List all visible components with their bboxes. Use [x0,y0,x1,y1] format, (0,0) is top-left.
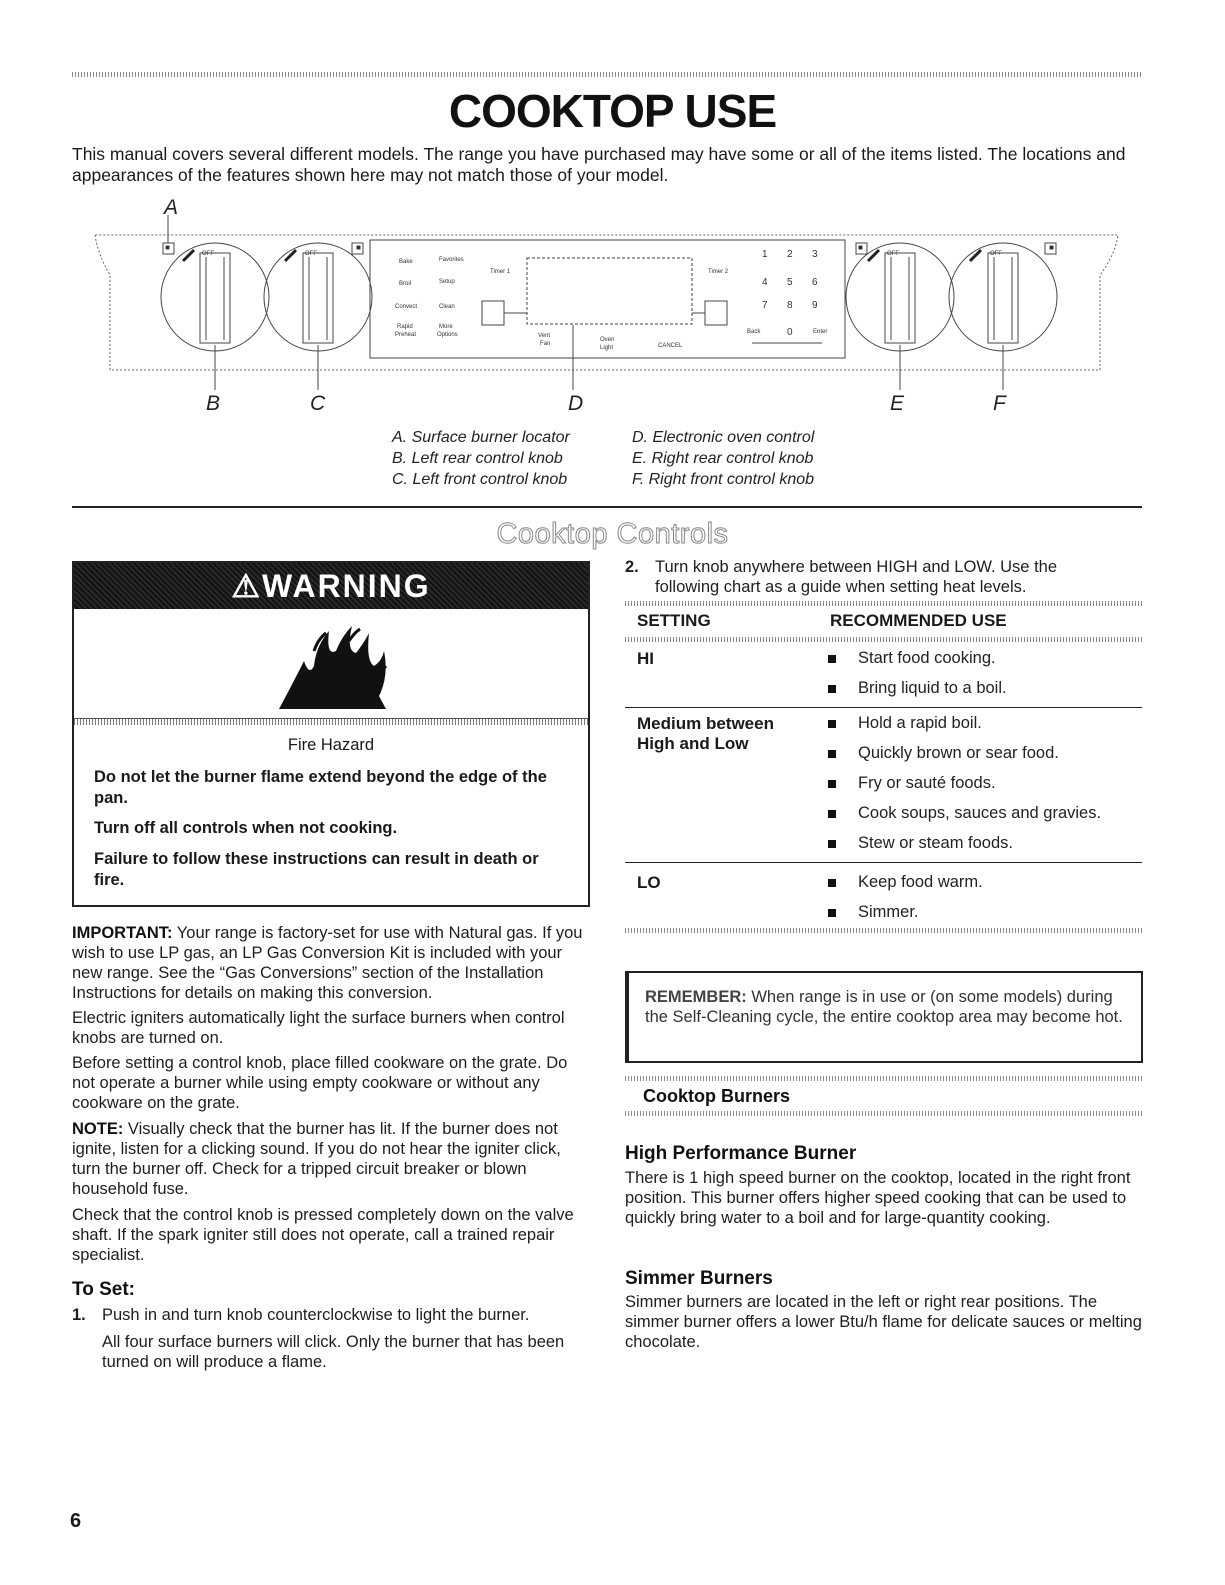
diagram-key-left: A. Surface burner locator B. Left rear control knob C. Left front control knob [392,429,570,488]
control-panel-diagram [90,195,1125,420]
diagram-key-right: D. Electronic oven control E. Right rear control knob F. Right front control knob [632,429,815,488]
svg-text:Timer 2: Timer 2 [708,269,729,275]
table-row: Hold a rapid boil. Quickly brown or sear food. Fry or sauté foods. Cook soups, sauces and gravies. Stew or steam foods. [828,714,1101,853]
top-rule [72,72,1142,77]
warning-line-2: Turn off all controls when not cooking. [94,819,398,837]
svg-text:9: 9 [812,300,818,311]
table-header-rule [625,637,1142,642]
page-title: COOKTOP USE [448,85,777,137]
intro-paragraph: This manual covers several different models. The range you have purchased may have some or all of the items listed. The locations and appearances of the features shown here may not match those of your model. [72,144,1126,185]
svg-text:Fan: Fan [540,341,551,347]
svg-text:7: 7 [762,300,768,311]
bullet-icon [828,655,836,663]
step-1-number: 1. [72,1306,86,1324]
burners-bottom-rule [625,1111,1142,1116]
bullet-icon [828,879,836,887]
remember-text: When range is in use or (on some models) during the Self-Cleaning cycle, the entire cooktop area may become hot. [645,988,1123,1026]
setting-medium: Medium between High and Low [637,714,774,753]
callout-d: D [568,392,584,415]
callout-f: F [993,392,1006,415]
note-paragraph: NOTE: Visually check that the burner has lit. If the burner does not ignite, listen for a clicking sound. If you do not hear the igniter click, turn the burner off. Check for a tripped circuit breaker or blown household fuse. [72,1120,561,1198]
callout-e: E [890,392,905,415]
step-2-number: 2. [625,558,639,576]
simmer-text: Simmer burners are located in the left or right rear positions. The simmer burner offers a lower Btu/h flame for delicate sauces or melting chocolate. [625,1293,1142,1351]
table-row: Keep food warm. Simmer. [828,873,983,922]
setting-hi: HI [637,649,654,668]
high-performance-text: There is 1 high speed burner on the cooktop, located in the right front position. This burner offers higher speed cooking that can be used to quickly bring water to a boil and for large-quantity cooking. [625,1169,1131,1227]
section-divider [72,506,1142,508]
svg-text:4: 4 [762,277,768,288]
svg-text:Back: Back [747,329,761,335]
svg-text:Preheat: Preheat [395,332,417,338]
bullet-icon [828,780,836,788]
bullet-icon [828,720,836,728]
svg-text:Vent: Vent [538,333,551,339]
table-header-setting: SETTING [637,611,711,630]
to-set-heading: To Set: [72,1279,135,1300]
svg-text:3: 3 [812,249,818,260]
table-header-use: RECOMMENDED USE [830,611,1007,630]
svg-text:Clean: Clean [439,304,455,310]
valve-paragraph: Check that the control knob is pressed completely down on the valve shaft. If the spark igniter still does not operate, call a trained repair specialist. [72,1206,574,1264]
svg-text:2: 2 [787,249,793,260]
bullet-icon [828,750,836,758]
bullet-icon [828,909,836,917]
fire-icon [274,621,394,711]
svg-text:Oven: Oven [600,337,615,343]
bullet-icon [828,685,836,693]
remember-label: REMEMBER: [645,988,747,1006]
svg-text:Light: Light [600,345,614,351]
callout-a: A [164,196,179,219]
fire-hazard-title: Fire Hazard [287,736,375,754]
warning-line-1: Do not let the burner flame extend beyond the edge of the pan. [94,768,547,807]
knob-off-label: OFF [202,251,214,257]
svg-text:Timer 1: Timer 1 [490,269,511,275]
warning-triangle-icon: ⚠ [231,568,263,604]
callout-c: C [310,392,326,415]
svg-text:8: 8 [787,300,793,311]
warning-box [72,561,590,907]
knob-off-label: OFF [990,251,1002,257]
table-bottom-rule [625,928,1142,933]
svg-text:5: 5 [787,277,793,288]
important-paragraph: IMPORTANT: Your range is factory-set for use with Natural gas. If you wish to use LP gas, an LP Gas Conversion Kit is included with your new range. See the “Gas Conversions” section of the Installation Instructions for details on making this conversion. [72,924,583,1002]
page-number: 6 [70,1510,82,1532]
setting-lo: LO [637,873,661,892]
warning-header: ⚠WARNING [74,563,588,609]
svg-text:Rapid: Rapid [397,324,413,330]
remember-box [625,971,1143,1063]
svg-text:More: More [439,324,453,330]
burners-top-rule [625,1076,1142,1081]
svg-text:Enter: Enter [813,329,828,335]
svg-text:Bake: Bake [399,259,413,265]
warning-separator [74,718,588,725]
table-top-rule [625,601,1142,606]
table-row: Start food cooking. Bring liquid to a boil. [828,649,1007,698]
warning-line-3: Failure to follow these instructions can result in death or fire. [94,850,539,889]
simmer-heading: Simmer Burners [625,1268,773,1289]
table-row-divider [625,707,1142,708]
step-2-text: Turn knob anywhere between HIGH and LOW. Use the following chart as a guide when setting heat levels. [655,558,1058,596]
svg-text:0: 0 [787,327,793,338]
svg-text:Favorites: Favorites [439,257,464,263]
high-performance-heading: High Performance Burner [625,1143,857,1164]
svg-text:Convect: Convect [395,304,418,310]
section-title: Cooktop Controls [496,518,729,550]
igniters-paragraph: Electric igniters automatically light the surface burners when control knobs are turned on. [72,1009,565,1047]
table-row-divider [625,862,1142,863]
cooktop-burners-heading: Cooktop Burners [643,1086,791,1106]
step-1-detail: All four surface burners will click. Only the burner that has been turned on will produce a flame. [102,1333,565,1371]
callout-b: B [206,392,221,415]
bullet-icon [828,810,836,818]
svg-text:CANCEL: CANCEL [658,343,683,349]
cookware-paragraph: Before setting a control knob, place filled cookware on the grate. Do not operate a burner while using empty cookware or without any cookware on the grate. [72,1054,568,1112]
svg-text:1: 1 [762,249,768,260]
svg-text:Broil: Broil [399,281,412,287]
knob-off-label: OFF [887,251,899,257]
svg-text:6: 6 [812,277,818,288]
svg-text:Options: Options [437,332,458,338]
bullet-icon [828,840,836,848]
knob-off-label: OFF [305,251,317,257]
svg-text:Setup: Setup [439,279,455,285]
step-1-text: Push in and turn knob counterclockwise to light the burner. [102,1306,530,1324]
